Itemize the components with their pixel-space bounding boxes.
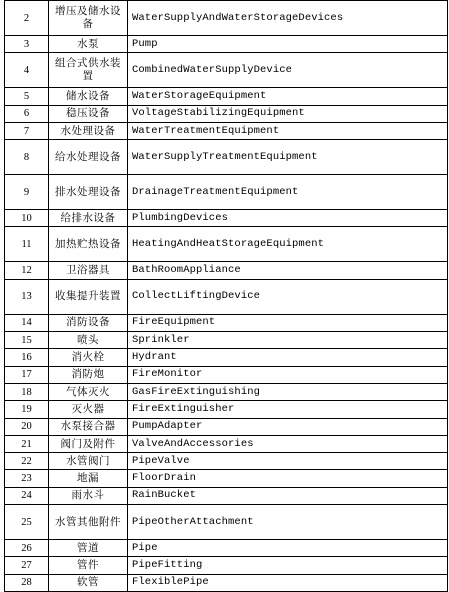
row-number: 25 [5, 505, 49, 540]
english-name: FireMonitor [128, 366, 448, 383]
row-number: 9 [5, 175, 49, 210]
row-number: 3 [5, 36, 49, 53]
table-row [5, 140, 448, 175]
english-name: RainBucket [128, 487, 448, 504]
row-number: 2 [5, 1, 49, 36]
english-name: PlumbingDevices [128, 210, 448, 227]
table-row [5, 279, 448, 314]
row-number: 6 [5, 105, 49, 122]
row-number: 15 [5, 332, 49, 349]
chinese-name: 加热贮热设备 [49, 227, 128, 262]
table-row [5, 383, 448, 400]
chinese-name: 排水处理设备 [49, 175, 128, 210]
row-number: 5 [5, 88, 49, 105]
table-row [5, 574, 448, 591]
row-number: 24 [5, 487, 49, 504]
chinese-name: 增压及储水设备 [49, 1, 128, 36]
english-name: Hydrant [128, 349, 448, 366]
table-row [5, 53, 448, 88]
english-name: HeatingAndHeatStorageEquipment [128, 227, 448, 262]
chinese-name: 给排水设备 [49, 210, 128, 227]
english-name: CollectLiftingDevice [128, 279, 448, 314]
english-name: PumpAdapter [128, 418, 448, 435]
row-number: 27 [5, 557, 49, 574]
row-number: 26 [5, 540, 49, 557]
english-name: FloorDrain [128, 470, 448, 487]
chinese-name: 给水处理设备 [49, 140, 128, 175]
chinese-name: 储水设备 [49, 88, 128, 105]
chinese-name: 软管 [49, 574, 128, 591]
row-number: 14 [5, 314, 49, 331]
chinese-name: 水管其他附件 [49, 505, 128, 540]
english-name: FireExtinguisher [128, 401, 448, 418]
row-number: 23 [5, 470, 49, 487]
row-number: 22 [5, 453, 49, 470]
english-name: GasFireExtinguishing [128, 383, 448, 400]
row-number: 7 [5, 122, 49, 139]
table-row [5, 349, 448, 366]
row-number: 17 [5, 366, 49, 383]
english-name: Pipe [128, 540, 448, 557]
table-row [5, 540, 448, 557]
row-number: 21 [5, 435, 49, 452]
english-name: PipeValve [128, 453, 448, 470]
english-name: Pump [128, 36, 448, 53]
row-number: 8 [5, 140, 49, 175]
row-number: 12 [5, 262, 49, 279]
english-name: WaterStorageEquipment [128, 88, 448, 105]
row-number: 13 [5, 279, 49, 314]
table-row [5, 314, 448, 331]
chinese-name: 管件 [49, 557, 128, 574]
chinese-name: 水泵 [49, 36, 128, 53]
row-number: 11 [5, 227, 49, 262]
row-number: 28 [5, 574, 49, 591]
table-row [5, 435, 448, 452]
table-row [5, 262, 448, 279]
table-row [5, 487, 448, 504]
chinese-name: 卫浴器具 [49, 262, 128, 279]
table-row [5, 122, 448, 139]
table-row [5, 227, 448, 262]
chinese-name: 灭火器 [49, 401, 128, 418]
english-name: Sprinkler [128, 332, 448, 349]
english-name: ValveAndAccessories [128, 435, 448, 452]
chinese-name: 收集提升装置 [49, 279, 128, 314]
row-number: 18 [5, 383, 49, 400]
english-name: FireEquipment [128, 314, 448, 331]
row-number: 19 [5, 401, 49, 418]
row-number: 4 [5, 53, 49, 88]
english-name: PipeOtherAttachment [128, 505, 448, 540]
english-name: DrainageTreatmentEquipment [128, 175, 448, 210]
chinese-name: 地漏 [49, 470, 128, 487]
chinese-name: 稳压设备 [49, 105, 128, 122]
row-number: 16 [5, 349, 49, 366]
english-name: WaterTreatmentEquipment [128, 122, 448, 139]
table-row [5, 88, 448, 105]
chinese-name: 水泵接合器 [49, 418, 128, 435]
chinese-name: 喷头 [49, 332, 128, 349]
row-number: 20 [5, 418, 49, 435]
chinese-name: 阀门及附件 [49, 435, 128, 452]
chinese-name: 消防炮 [49, 366, 128, 383]
equipment-classification-table [4, 0, 448, 592]
table-row [5, 418, 448, 435]
chinese-name: 水处理设备 [49, 122, 128, 139]
table-row [5, 332, 448, 349]
chinese-name: 雨水斗 [49, 487, 128, 504]
table-row [5, 1, 448, 36]
english-name: VoltageStabilizingEquipment [128, 105, 448, 122]
table-row [5, 210, 448, 227]
english-name: WaterSupplyTreatmentEquipment [128, 140, 448, 175]
english-name: PipeFitting [128, 557, 448, 574]
chinese-name: 管道 [49, 540, 128, 557]
table-row [5, 175, 448, 210]
table-row [5, 366, 448, 383]
english-name: WaterSupplyAndWaterStorageDevices [128, 1, 448, 36]
table-row [5, 453, 448, 470]
table-row [5, 505, 448, 540]
table-row [5, 470, 448, 487]
chinese-name: 气体灭火 [49, 383, 128, 400]
table-row [5, 401, 448, 418]
table-body [5, 1, 448, 592]
table-row [5, 105, 448, 122]
english-name: BathRoomAppliance [128, 262, 448, 279]
row-number: 10 [5, 210, 49, 227]
english-name: CombinedWaterSupplyDevice [128, 53, 448, 88]
table-row [5, 557, 448, 574]
chinese-name: 水管阀门 [49, 453, 128, 470]
chinese-name: 组合式供水装置 [49, 53, 128, 88]
english-name: FlexiblePipe [128, 574, 448, 591]
table-row [5, 36, 448, 53]
chinese-name: 消防设备 [49, 314, 128, 331]
chinese-name: 消火栓 [49, 349, 128, 366]
